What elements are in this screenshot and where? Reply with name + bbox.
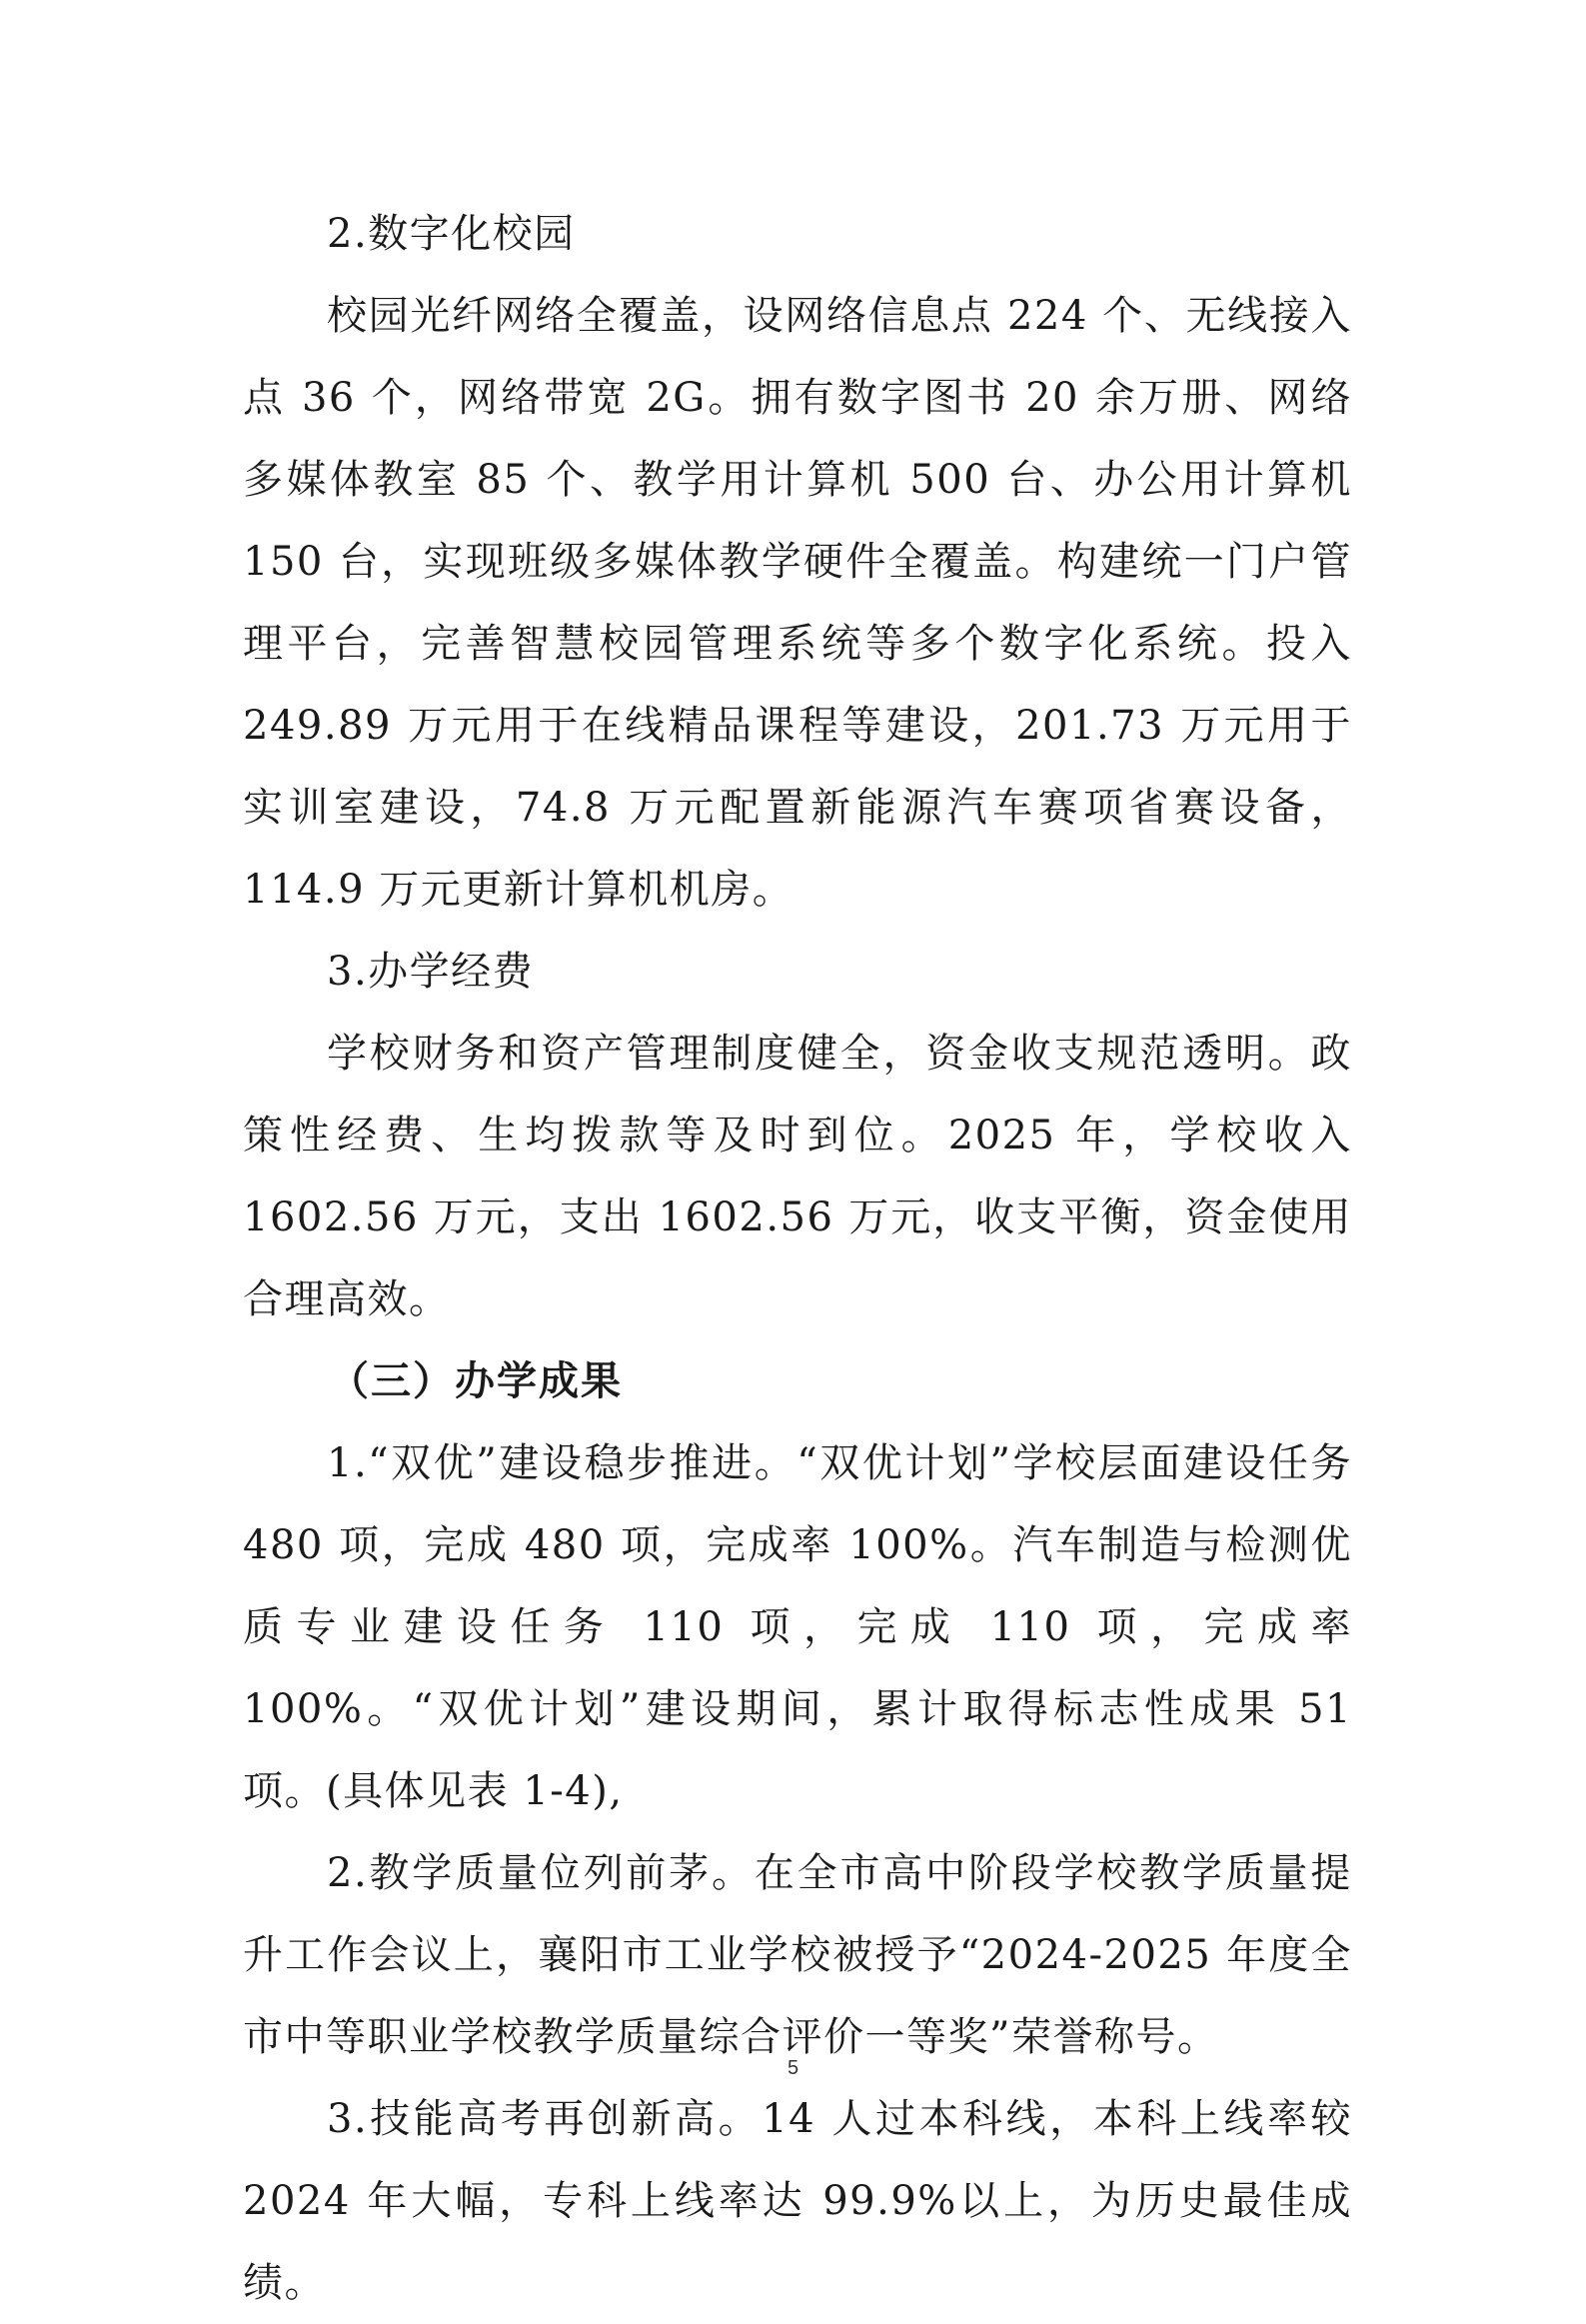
paragraph-result-3: 3.技能高考再创新高。14 人过本科线，本科上线率较 2024 年大幅，专科上线率达 99.9%以上，为历史最佳成绩。	[243, 2096, 1352, 2306]
paragraph-result-1: 1.“双优”建设稳步推进。“双优计划”学校层面建设任务 480 项，完成 480 项，完成率 100%。汽车制造与检测优质专业建设任务 110 项，完成 110 项，完成率 100%。“双优计划”建设期间，累计取得标志性成果 51 项。(具体见表 1-4),	[243, 1440, 1352, 1814]
paragraph-digital-campus: 校园光纤网络全覆盖，设网络信息点 224 个、无线接入点 36 个，网络带宽 2G。拥有数字图书 20 余万册、网络多媒体教室 85 个、教学用计算机 500 台、办公用计算机 150 台，实现班级多媒体教学硬件全覆盖。构建统一门户管理平台，完善智慧校园管理系统等多个数字化系统。投入 249.89 万元用于在线精品课程等建设，201.73 万元用于实训室建设，74.8 万元配置新能源汽车赛项省赛设备，114.9 万元更新计算机机房。	[243, 293, 1352, 913]
page-number: 5	[787, 2057, 799, 2079]
section-heading-results: （三）办学成果	[329, 1357, 623, 1404]
paragraph-school-funding: 学校财务和资产管理制度健全，资金收支规范透明。政策性经费、生均拨款等及时到位。2025 年，学校收入 1602.56 万元，支出 1602.56 万元，收支平衡，资金使用合理高效。	[243, 1031, 1352, 1322]
subheading-school-funding: 3.办学经费	[327, 949, 535, 995]
page-body	[243, 193, 1352, 2324]
subheading-digital-campus: 2.数字化校园	[327, 211, 576, 257]
paragraph-result-2: 2.教学质量位列前茅。在全市高中阶段学校教学质量提升工作会议上，襄阳市工业学校被授予“2024-2025 年度全市中等职业学校教学质量综合评价一等奖”荣誉称号。	[243, 1850, 1352, 2060]
